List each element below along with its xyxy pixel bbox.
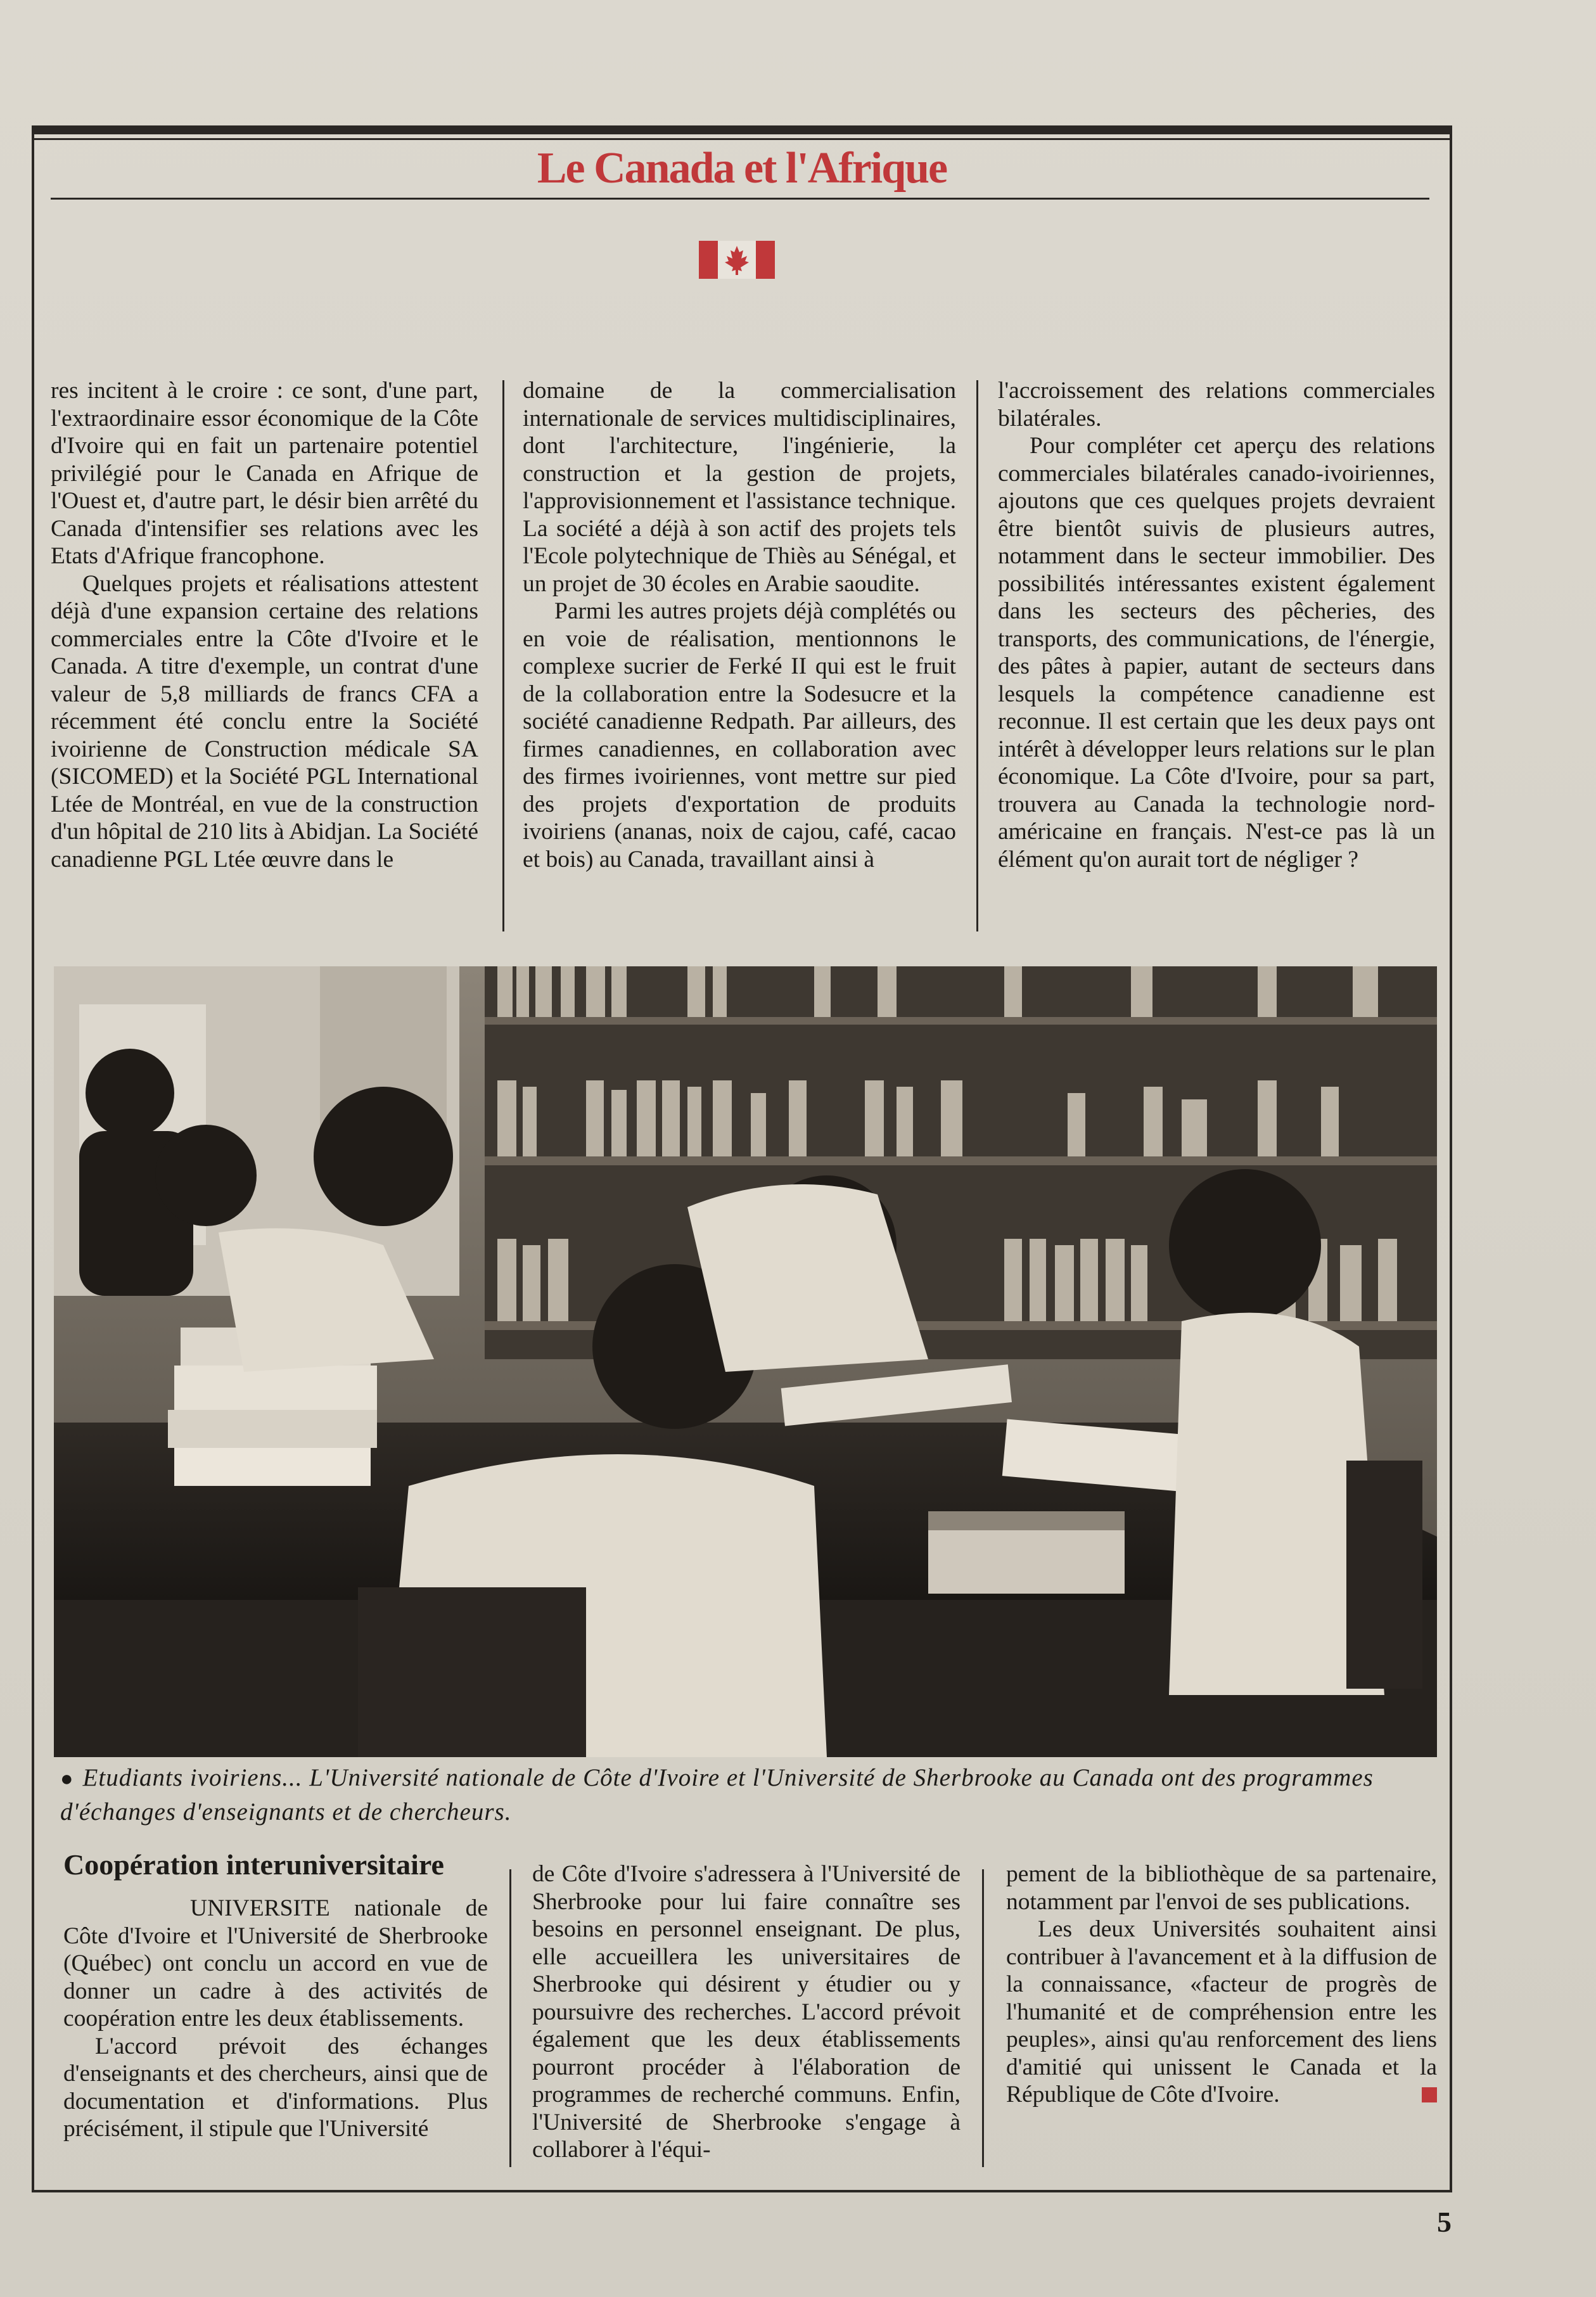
article-title: Coopération interuniversitaire (63, 1848, 444, 1881)
paragraph: de Côte d'Ivoire s'adressera à l'Université de Sherbrooke pour lui faire connaître ses besoins en personnel enseignant. De plus, elle accueillera les universitaires de Sherbrooke qui désirent y étudier ou y poursuivre des recherches. L'accord prévoit également que les deux établissements pourront procéder à l'élaboration de programmes de recherché communs. Enfin, l'Université de Sherbrooke s'engage à collaborer à l'équi- (532, 1861, 961, 2163)
paragraph: L'accord prévoit des échanges d'enseignants et des chercheurs, ainsi que de documentation et d'informations. Plus précisément, il stipule que l'Université (63, 2033, 488, 2142)
paragraph: Parmi les autres projets déjà complétés ou en voie de réalisation, mentionnons le complexe sucrier de Ferké II qui est le fruit de la collaboration entre la Sodesucre et la société canadienne Redpath. Par ailleurs, des firmes canadiennes, en collaboration avec des firmes ivoiriennes, vont mettre sur pied des projets d'exportation de produits ivoiriens (ananas, noix de cajou, café, cacao et bois) au Canada, travaillant ainsi à (523, 598, 956, 873)
paragraph: res incitent à le croire : ce sont, d'une part, l'extraordinaire essor économique de la Côte d'Ivoire qui en fait un partenaire potentiel privilégié pour le Canada en Afrique de l'Ouest et, d'autre part, le désir bien arrêté du Canada d'intensifier ses relations avec les Etats d'Afrique francophone. (51, 378, 478, 569)
paragraph (1006, 1916, 1437, 2109)
column-divider (982, 1869, 984, 2167)
page-number: 5 (1437, 2206, 1452, 2238)
paragraph: l'accroissement des relations commerciales bilatérales. (998, 378, 1435, 432)
canada-flag-icon (699, 241, 775, 279)
column-divider (502, 380, 504, 931)
paragraph: Pour compléter cet aperçu des relations commerciales bilatérales canado-ivoiriennes, ajoutons que ces quelques projets devraient être bientôt suivis de plusieurs autres, notamment dans le secteur immobilier. Des possibilités intéressantes existent également dans les secteurs des pêcheries, des transports, des communications, de l'énergie, des pâtes à papier, autant de secteurs dans lesquels la compétence canadienne est reconnue. Il est certain que les deux pays ont intérêt à développer leurs relations sur le plan économique. La Côte d'Ivoire, pour sa part, trouvera au Canada la technologie nord-américaine en français. N'est-ce pas là un élément qu'on aurait tort de négliger ? (998, 433, 1435, 873)
top-article-column-1 (51, 377, 478, 873)
paragraph: Quelques projets et réalisations attestent déjà d'une expansion certaine des relations commerciales entre la Côte d'Ivoire et le Canada. A titre d'exemple, un contrat d'une valeur de 5,8 milliards de francs CFA a récemment été conclu entre la Société ivoirienne de Construction médicale SA (SICOMED) et la Société PGL International Ltée de Montréal, en vue de la construction d'un hôpital de 210 lits à Abidjan. La Société canadienne PGL Ltée œuvre dans le (51, 570, 478, 873)
paragraph: pement de la bibliothèque de sa partenaire, notamment par l'envoi de ses publications. (1006, 1861, 1437, 1915)
section-header-title: Le Canada et l'Afrique (537, 144, 947, 193)
paragraph: UNIVERSITE nationale de Côte d'Ivoire et l'Université de Sherbrooke (Québec) ont conclu un accord en vue de donner un cadre à des activités de coopération entre les deux établissements. (63, 1895, 488, 2031)
paragraph-text: Les deux Universités souhaitent ainsi contribuer à l'avancement et à la diffusion de la connaissance, «facteur de progrès de l'humanité et de compréhension entre les peuples», ainsi qu'au renforcement des liens d'amitié qui unissent le Canada et la République de Côte d'Ivoire. (1006, 1916, 1437, 2108)
caption-text: Etudiants ivoiriens... L'Université nationale de Côte d'Ivoire et l'Université de Sherbrooke au Canada ont des programmes d'échanges d'enseignants et de chercheurs. (60, 1764, 1374, 1826)
bottom-article-column-1 (63, 1895, 488, 2143)
top-article-column-2 (523, 377, 956, 873)
column-divider (509, 1869, 511, 2167)
header-rule (51, 198, 1429, 200)
photo-illustration (54, 966, 1437, 1757)
end-mark-icon (1422, 2087, 1437, 2102)
paragraph: domaine de la commercialisation internationale de services multidisciplinaires, dont l'architecture, l'ingénierie, la construction et la gestion de projets, l'approvisionnement et l'assistance technique. La société a déjà à son actif des projets tels l'Ecole polytechnique de Thiès au Sénégal, et un projet de 30 écoles en Arabie saoudite. (523, 378, 956, 597)
bullet-icon: ● (60, 1767, 74, 1791)
bottom-article-column-2 (532, 1860, 961, 2164)
top-article-column-3 (998, 377, 1435, 873)
bottom-article-column-3 (1006, 1860, 1437, 2109)
library-students-photo (54, 966, 1437, 1757)
photo-caption (60, 1762, 1391, 1829)
column-divider (976, 380, 978, 931)
